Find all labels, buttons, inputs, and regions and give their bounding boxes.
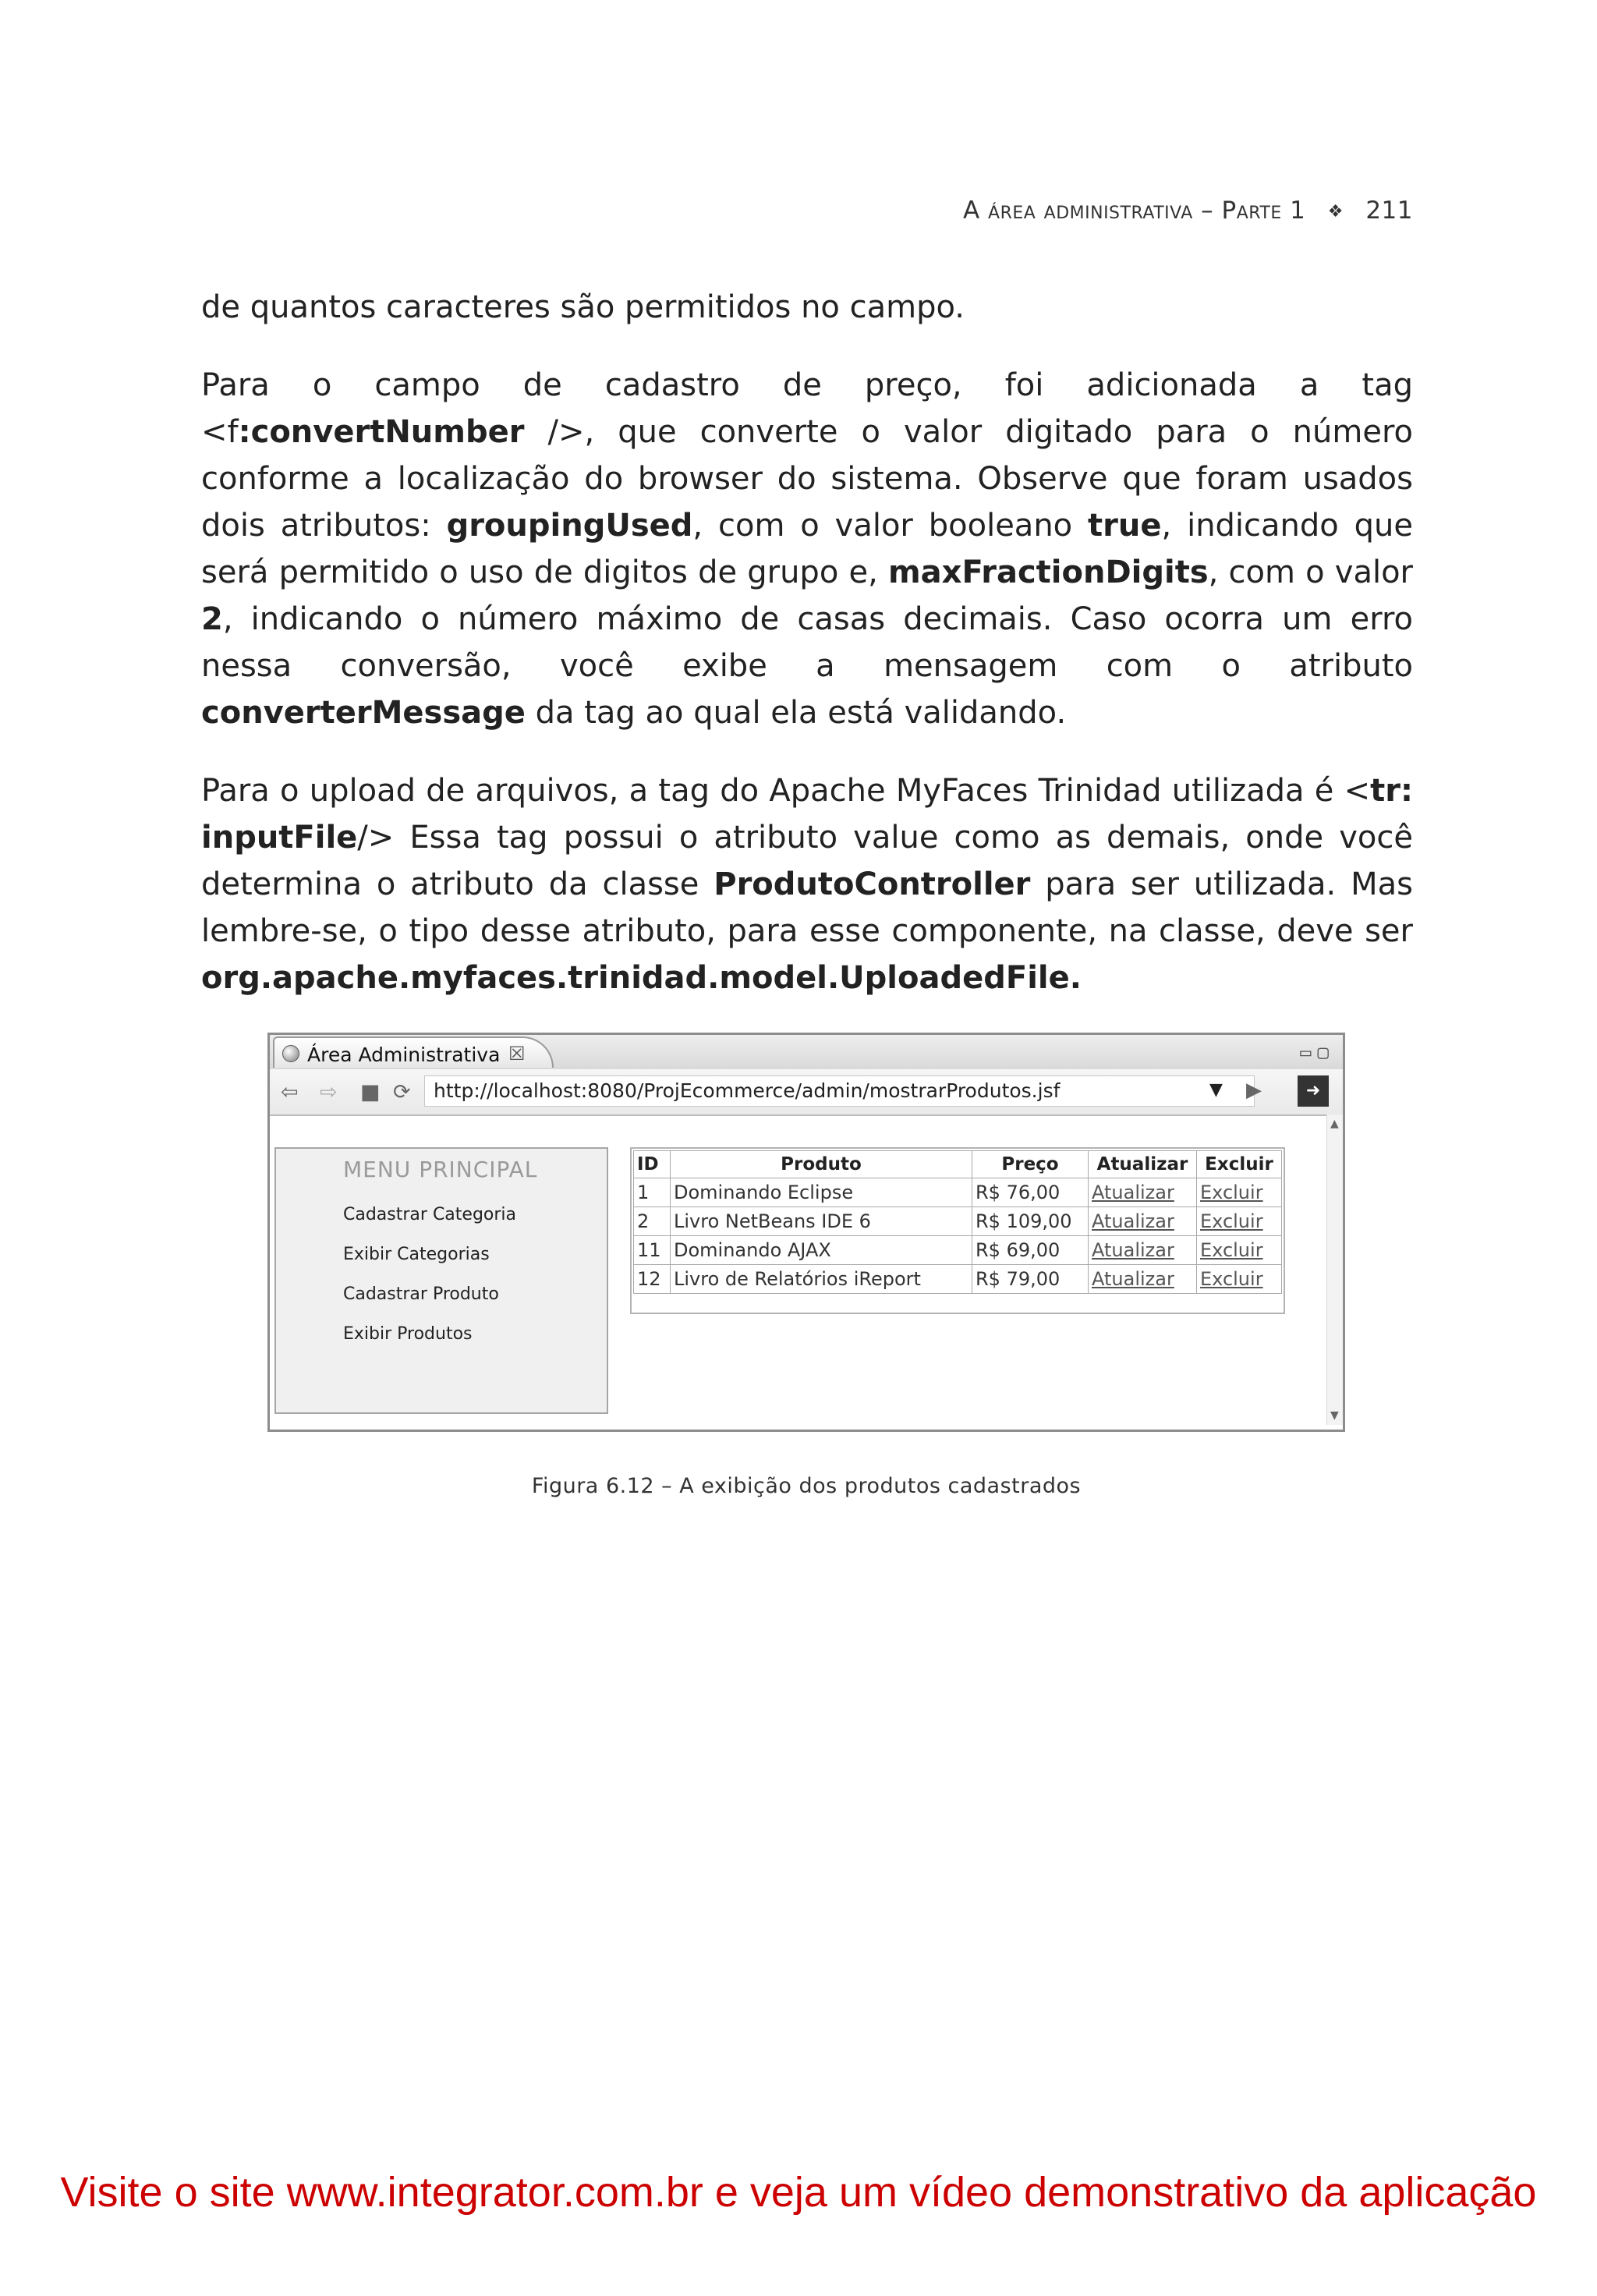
- external-browser-icon[interactable]: ➜: [1298, 1075, 1329, 1107]
- back-arrow-icon[interactable]: ⇦: [281, 1080, 299, 1104]
- paragraph-1-text: de quantos caracteres são permitidos no campo.: [201, 289, 965, 325]
- table-header-row: [634, 1151, 1282, 1178]
- column-header-excluir: Excluir: [1197, 1151, 1282, 1178]
- p2-text-g: , indicando que será permitido o uso de digitos de grupo e,: [201, 508, 1414, 590]
- vertical-scrollbar[interactable]: [1326, 1114, 1343, 1425]
- table-row: [634, 1236, 1282, 1265]
- column-header-produto: Produto: [671, 1151, 972, 1178]
- p2-bold-convertermessage: converterMessage: [201, 695, 526, 731]
- cell-produto: Livro de Relatórios iReport: [671, 1265, 972, 1294]
- p3-bold-uploadedfile: org.apache.myfaces.trinidad.model.UploadedFile.: [201, 960, 1082, 996]
- menu-heading: MENU PRINCIPAL: [343, 1157, 538, 1182]
- forward-arrow-icon[interactable]: ⇨: [320, 1080, 338, 1104]
- cell-id: 12: [634, 1265, 671, 1294]
- cell-preco: R$ 76,00: [972, 1178, 1089, 1207]
- cell-preco: R$ 109,00: [972, 1207, 1089, 1236]
- ornament-separator: ❖: [1327, 202, 1344, 221]
- close-tab-icon[interactable]: ☒: [508, 1043, 526, 1065]
- url-text[interactable]: http://localhost:8080/ProjEcommerce/admin/mostrarProdutos.jsf: [434, 1079, 1061, 1102]
- p2-bold-two: 2: [201, 601, 223, 637]
- excluir-link[interactable]: Excluir: [1197, 1207, 1282, 1236]
- cell-id: 1: [634, 1178, 671, 1207]
- p2-bold-maxfractiondigits: maxFractionDigits: [887, 555, 1209, 590]
- scroll-up-icon[interactable]: ▲: [1330, 1118, 1339, 1130]
- navigation-bar: [270, 1069, 1343, 1116]
- body-text: [201, 284, 1413, 1033]
- p2-text-e: , com o valor booleano: [692, 508, 1089, 544]
- tab-title: Área Administrativa: [307, 1043, 501, 1066]
- p3-text-e: para ser utilizada. Mas lembre-se, o tipo desse atributo, para esse componente, na classe, deve ser: [201, 866, 1413, 949]
- browser-tab[interactable]: [273, 1036, 554, 1068]
- column-header-atualizar: Atualizar: [1089, 1151, 1197, 1178]
- cell-produto: Dominando AJAX: [671, 1236, 972, 1265]
- cell-id: 11: [634, 1236, 671, 1265]
- p3-text-c: /> Essa tag possui o atributo value como as demais, onde você determina o atributo da classe: [201, 820, 1413, 902]
- page-number: 211: [1365, 197, 1413, 225]
- go-icon[interactable]: ▶: [1246, 1079, 1262, 1102]
- menu-item-exibir-categorias[interactable]: Exibir Categorias: [343, 1245, 490, 1264]
- cell-preco: R$ 69,00: [972, 1236, 1089, 1265]
- globe-icon: [282, 1045, 299, 1062]
- excluir-link[interactable]: Excluir: [1197, 1265, 1282, 1294]
- table-row: [634, 1178, 1282, 1207]
- p2-bold-groupingused: groupingUsed: [446, 508, 693, 544]
- p2-bold-convertnumber: :convertNumber: [238, 414, 525, 450]
- atualizar-link[interactable]: Atualizar: [1089, 1207, 1197, 1236]
- main-menu-panel: [274, 1147, 608, 1414]
- p2-bold-true: true: [1088, 508, 1162, 544]
- p2-text-a: Para o campo de cadastro de preço, foi adicionada a tag <f: [201, 367, 1413, 450]
- cell-produto: Dominando Eclipse: [671, 1178, 972, 1207]
- atualizar-link[interactable]: Atualizar: [1089, 1236, 1197, 1265]
- p3-bold-inputfile: tr: inputFile: [201, 773, 1413, 856]
- p2-text-m: da tag ao qual ela está validando.: [525, 695, 1067, 731]
- paragraph-1: [201, 284, 1413, 331]
- refresh-icon[interactable]: ⟳: [393, 1080, 411, 1104]
- atualizar-link[interactable]: Atualizar: [1089, 1265, 1197, 1294]
- window-titlebar: [270, 1035, 1343, 1070]
- cell-produto: Livro NetBeans IDE 6: [671, 1207, 972, 1236]
- products-table: [633, 1150, 1282, 1294]
- running-title: A área administrativa – Parte 1: [962, 197, 1306, 225]
- table-row: [634, 1207, 1282, 1236]
- p3-bold-produtocontroller: ProdutoController: [714, 866, 1031, 902]
- cell-id: 2: [634, 1207, 671, 1236]
- promo-banner[interactable]: Visite o site www.integrator.com.br e veja um vídeo demonstrativo da aplicação: [60, 2169, 1537, 2216]
- table-row: [634, 1265, 1282, 1294]
- menu-item-cadastrar-produto[interactable]: Cadastrar Produto: [343, 1284, 499, 1304]
- p2-text-i: , com o valor: [1208, 555, 1413, 590]
- p3-text-a: Para o upload de arquivos, a tag do Apache MyFaces Trinidad utilizada é <: [201, 773, 1371, 809]
- scroll-down-icon[interactable]: ▼: [1330, 1409, 1339, 1422]
- excluir-link[interactable]: Excluir: [1197, 1236, 1282, 1265]
- atualizar-link[interactable]: Atualizar: [1089, 1178, 1197, 1207]
- menu-item-cadastrar-categoria[interactable]: Cadastrar Categoria: [343, 1205, 517, 1224]
- column-header-preco: Preço: [972, 1151, 1089, 1178]
- browser-screenshot-figure: [267, 1033, 1345, 1432]
- excluir-link[interactable]: Excluir: [1197, 1178, 1282, 1207]
- paragraph-3: [201, 767, 1413, 1001]
- figure-caption: Figura 6.12 – A exibição dos produtos cadastrados: [531, 1474, 1082, 1498]
- chevron-down-icon[interactable]: ▼: [1209, 1080, 1223, 1100]
- p2-text-c: />, que converte o valor digitado para o número conforme a localização do browser do sistema. Observe que foram usados dois atributos:: [201, 414, 1413, 544]
- cell-preco: R$ 79,00: [972, 1265, 1089, 1294]
- running-header: [858, 197, 1413, 225]
- stop-icon[interactable]: ■: [360, 1080, 381, 1104]
- paragraph-2: [201, 362, 1413, 736]
- column-header-id: ID: [634, 1151, 671, 1178]
- p2-text-k: , indicando o número máximo de casas decimais. Caso ocorra um erro nessa conversão, você exibe a mensagem com o atributo: [201, 601, 1413, 684]
- menu-item-exibir-produtos[interactable]: Exibir Produtos: [343, 1324, 473, 1344]
- window-controls[interactable]: ▭▢: [1300, 1041, 1335, 1063]
